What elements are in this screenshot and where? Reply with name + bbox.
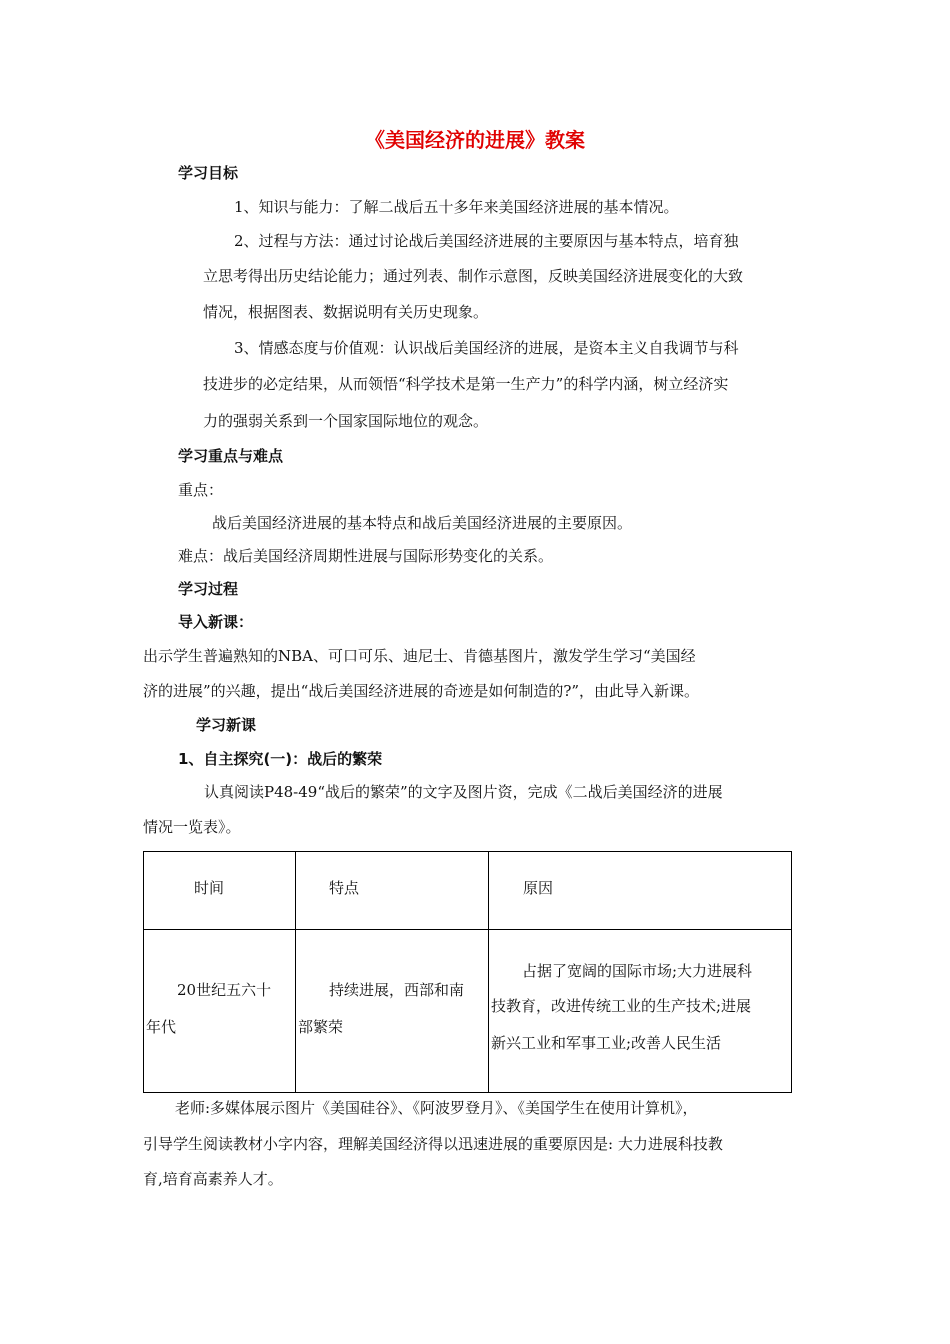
header-cell-time <box>144 852 296 930</box>
header-time: 时间 <box>194 879 225 897</box>
reason-line-2: 技教育，改进传统工业的生产技术;进展 <box>491 997 752 1015</box>
reason-line-3: 新兴工业和军事工业;改善人民生活 <box>491 1034 722 1052</box>
document-title: 《美国经济的进展》教案 <box>365 128 585 152</box>
cell-reason <box>489 930 792 1093</box>
feature-line-1: 持续进展，西部和南 <box>329 981 465 999</box>
time-line-1: 20世纪五六十 <box>177 981 272 999</box>
cell-time <box>144 930 296 1093</box>
objective-3-line-1: 3、情感态度与价值观：认识战后美国经济的进展，是资本主义自我调节与科 <box>234 339 739 357</box>
table-header-row <box>144 852 792 930</box>
objective-2-line-2: 立思考得出历史结论能力；通过列表、制作示意图，反映美国经济进展变化的大致 <box>203 267 744 285</box>
intro-line-2: 济的进展”的兴趣，提出“战后美国经济进展的奇迹是如何制造的?”，由此导入新课。 <box>143 682 700 700</box>
objective-2-line-1: 2、过程与方法：通过讨论战后美国经济进展的主要原因与基本特点，培育独 <box>234 232 739 250</box>
teacher-line-3: 育,培育高素养人才。 <box>143 1170 283 1188</box>
key-label: 重点： <box>178 481 224 499</box>
intro-line-1: 出示学生普遍熟知的NBA、可口可乐、迪尼士、肯德基图片，激发学生学习“美国经 <box>143 647 696 665</box>
reason-line-1: 占据了宽阔的国际市场;大力进展科 <box>522 962 753 980</box>
header-feature: 特点 <box>329 879 360 897</box>
header-cell-feature <box>296 852 489 930</box>
new-lesson-heading: 学习新课 <box>196 716 257 734</box>
table-row <box>144 930 792 1093</box>
header-cell-reason <box>489 852 792 930</box>
teacher-line-2: 引导学生阅读教材小字内容，理解美国经济得以迅速进展的重要原因是: 大力进展科技教 <box>143 1135 723 1153</box>
objectives-heading: 学习目标 <box>178 164 239 182</box>
difficulty-text: 难点：战后美国经济周期性进展与国际形势变化的关系。 <box>178 547 554 565</box>
header-reason: 原因 <box>523 879 554 897</box>
process-heading: 学习过程 <box>178 580 239 598</box>
reading-line-1: 认真阅读P48-49“战后的繁荣”的文字及图片资，完成《二战后美国经济的进展 <box>204 783 723 801</box>
time-line-2: 年代 <box>146 1018 177 1036</box>
feature-line-2: 部繁荣 <box>298 1018 344 1036</box>
key-difficulty-heading: 学习重点与难点 <box>178 447 284 465</box>
objective-3-line-2: 技进步的必定结果，从而领悟“科学技术是第一生产力”的科学内涵，树立经济实 <box>203 375 729 393</box>
intro-heading: 导入新课： <box>178 613 254 631</box>
key-text: 战后美国经济进展的基本特点和战后美国经济进展的主要原因。 <box>212 514 633 532</box>
teacher-line-1: 老师:多媒体展示图片《美国硅谷》、《阿波罗登月》、《美国学生在使用计算机》， <box>175 1099 698 1117</box>
reading-line-2: 情况一览表》。 <box>143 818 241 836</box>
explore-heading: 1、自主探究(一)：战后的繁荣 <box>178 750 383 768</box>
objective-3-line-3: 力的强弱关系到一个国家国际地位的观念。 <box>203 412 489 430</box>
objective-1: 1、知识与能力：了解二战后五十多年来美国经济进展的基本情况。 <box>234 198 679 216</box>
cell-feature <box>296 930 489 1093</box>
objective-2-line-3: 情况，根据图表、数据说明有关历史现象。 <box>203 303 489 321</box>
economy-overview-table <box>143 851 792 1093</box>
